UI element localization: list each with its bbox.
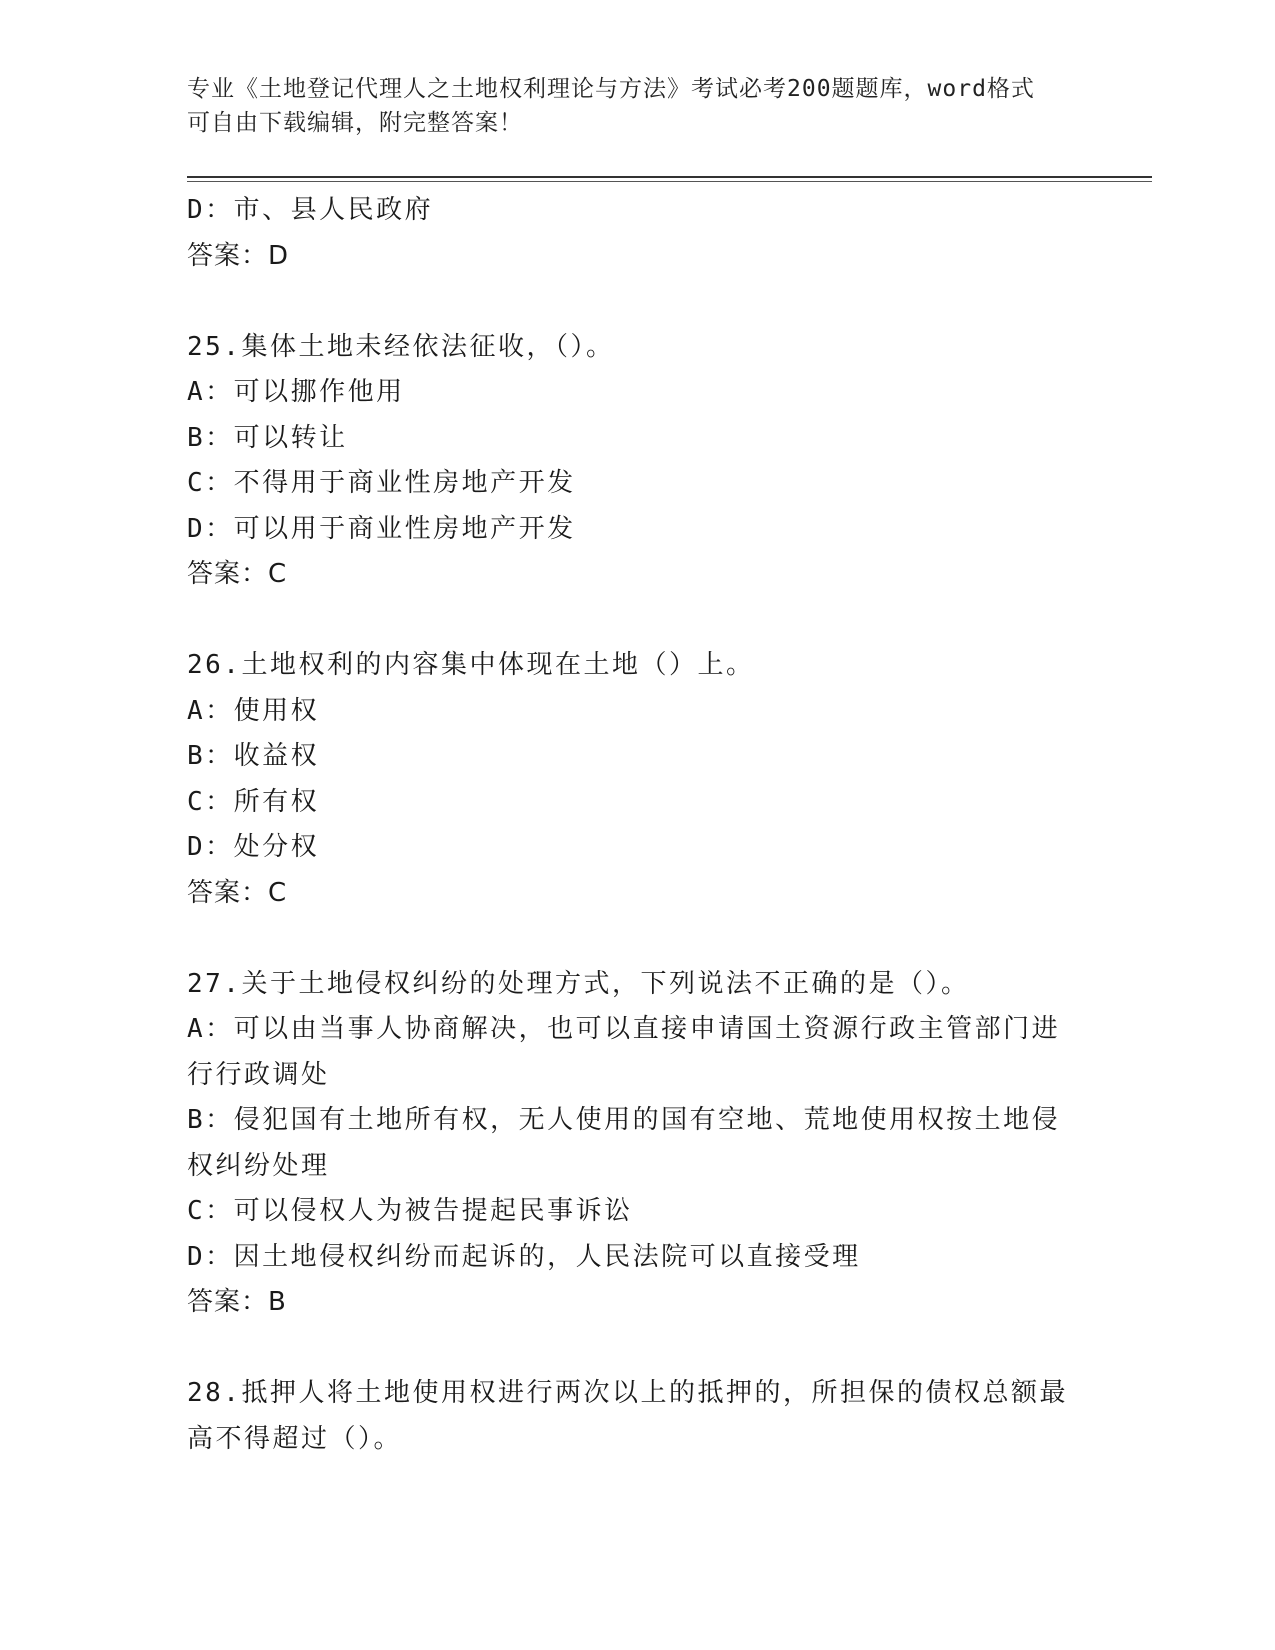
question-25 xyxy=(187,325,1087,598)
option-a: A：使用权 xyxy=(187,695,320,726)
option-d: D：可以用于商业性房地产开发 xyxy=(187,513,576,544)
prev-option-d: D：市、县人民政府 xyxy=(187,195,434,225)
spacer xyxy=(187,598,1087,644)
option-c: C：可以侵权人为被告提起民事诉讼 xyxy=(187,1196,633,1226)
header-line-2: 可自由下载编辑，附完整答案！ xyxy=(187,110,523,136)
option-b: B：侵犯国有土地所有权，无人使用的国有空地、荒地使用权按土地侵 xyxy=(187,1105,1061,1135)
answer: 答案：C xyxy=(187,559,288,589)
question-27 xyxy=(187,962,1087,1326)
option-b: B：可以转让 xyxy=(187,422,348,453)
option-b: B：收益权 xyxy=(187,741,320,771)
spacer xyxy=(187,279,1087,325)
answer: 答案：C xyxy=(187,877,288,908)
option-a-continued: 行行政调处 xyxy=(187,1059,330,1090)
spacer xyxy=(187,916,1087,962)
option-a: A：可以挪作他用 xyxy=(187,377,405,407)
option-a: A：可以由当事人协商解决，也可以直接申请国土资源行政主管部门进 xyxy=(187,1014,1061,1044)
question-26 xyxy=(187,643,1087,916)
question-stem: 26.土地权利的内容集中体现在土地（）上。 xyxy=(187,650,755,680)
option-b-continued: 权纠纷处理 xyxy=(187,1150,330,1181)
header-line-1: 专业《土地登记代理人之土地权利理论与方法》考试必考200题题库，word格式 xyxy=(187,76,1035,102)
answer: 答案：B xyxy=(187,1287,287,1317)
question-28 xyxy=(187,1371,1087,1462)
option-d: D：因土地侵权纠纷而起诉的，人民法院可以直接受理 xyxy=(187,1241,861,1272)
question-list xyxy=(187,188,1087,1462)
option-c: C：所有权 xyxy=(187,786,320,817)
question-stem: 28.抵押人将土地使用权进行两次以上的抵押的，所担保的债权总额最 xyxy=(187,1378,1068,1408)
option-d: D：处分权 xyxy=(187,832,320,862)
option-c: C：不得用于商业性房地产开发 xyxy=(187,468,576,498)
spacer xyxy=(187,1326,1087,1372)
question-stem: 27.关于土地侵权纠纷的处理方式，下列说法不正确的是（）。 xyxy=(187,968,970,999)
document-header xyxy=(187,72,1087,140)
prev-answer: 答案：D xyxy=(187,240,290,271)
question-stem-continued: 高不得超过（）。 xyxy=(187,1423,403,1454)
header-rule-thin xyxy=(187,181,1152,182)
header-rule-thick xyxy=(187,176,1152,178)
question-stem: 25.集体土地未经依法征收，（）。 xyxy=(187,331,615,362)
